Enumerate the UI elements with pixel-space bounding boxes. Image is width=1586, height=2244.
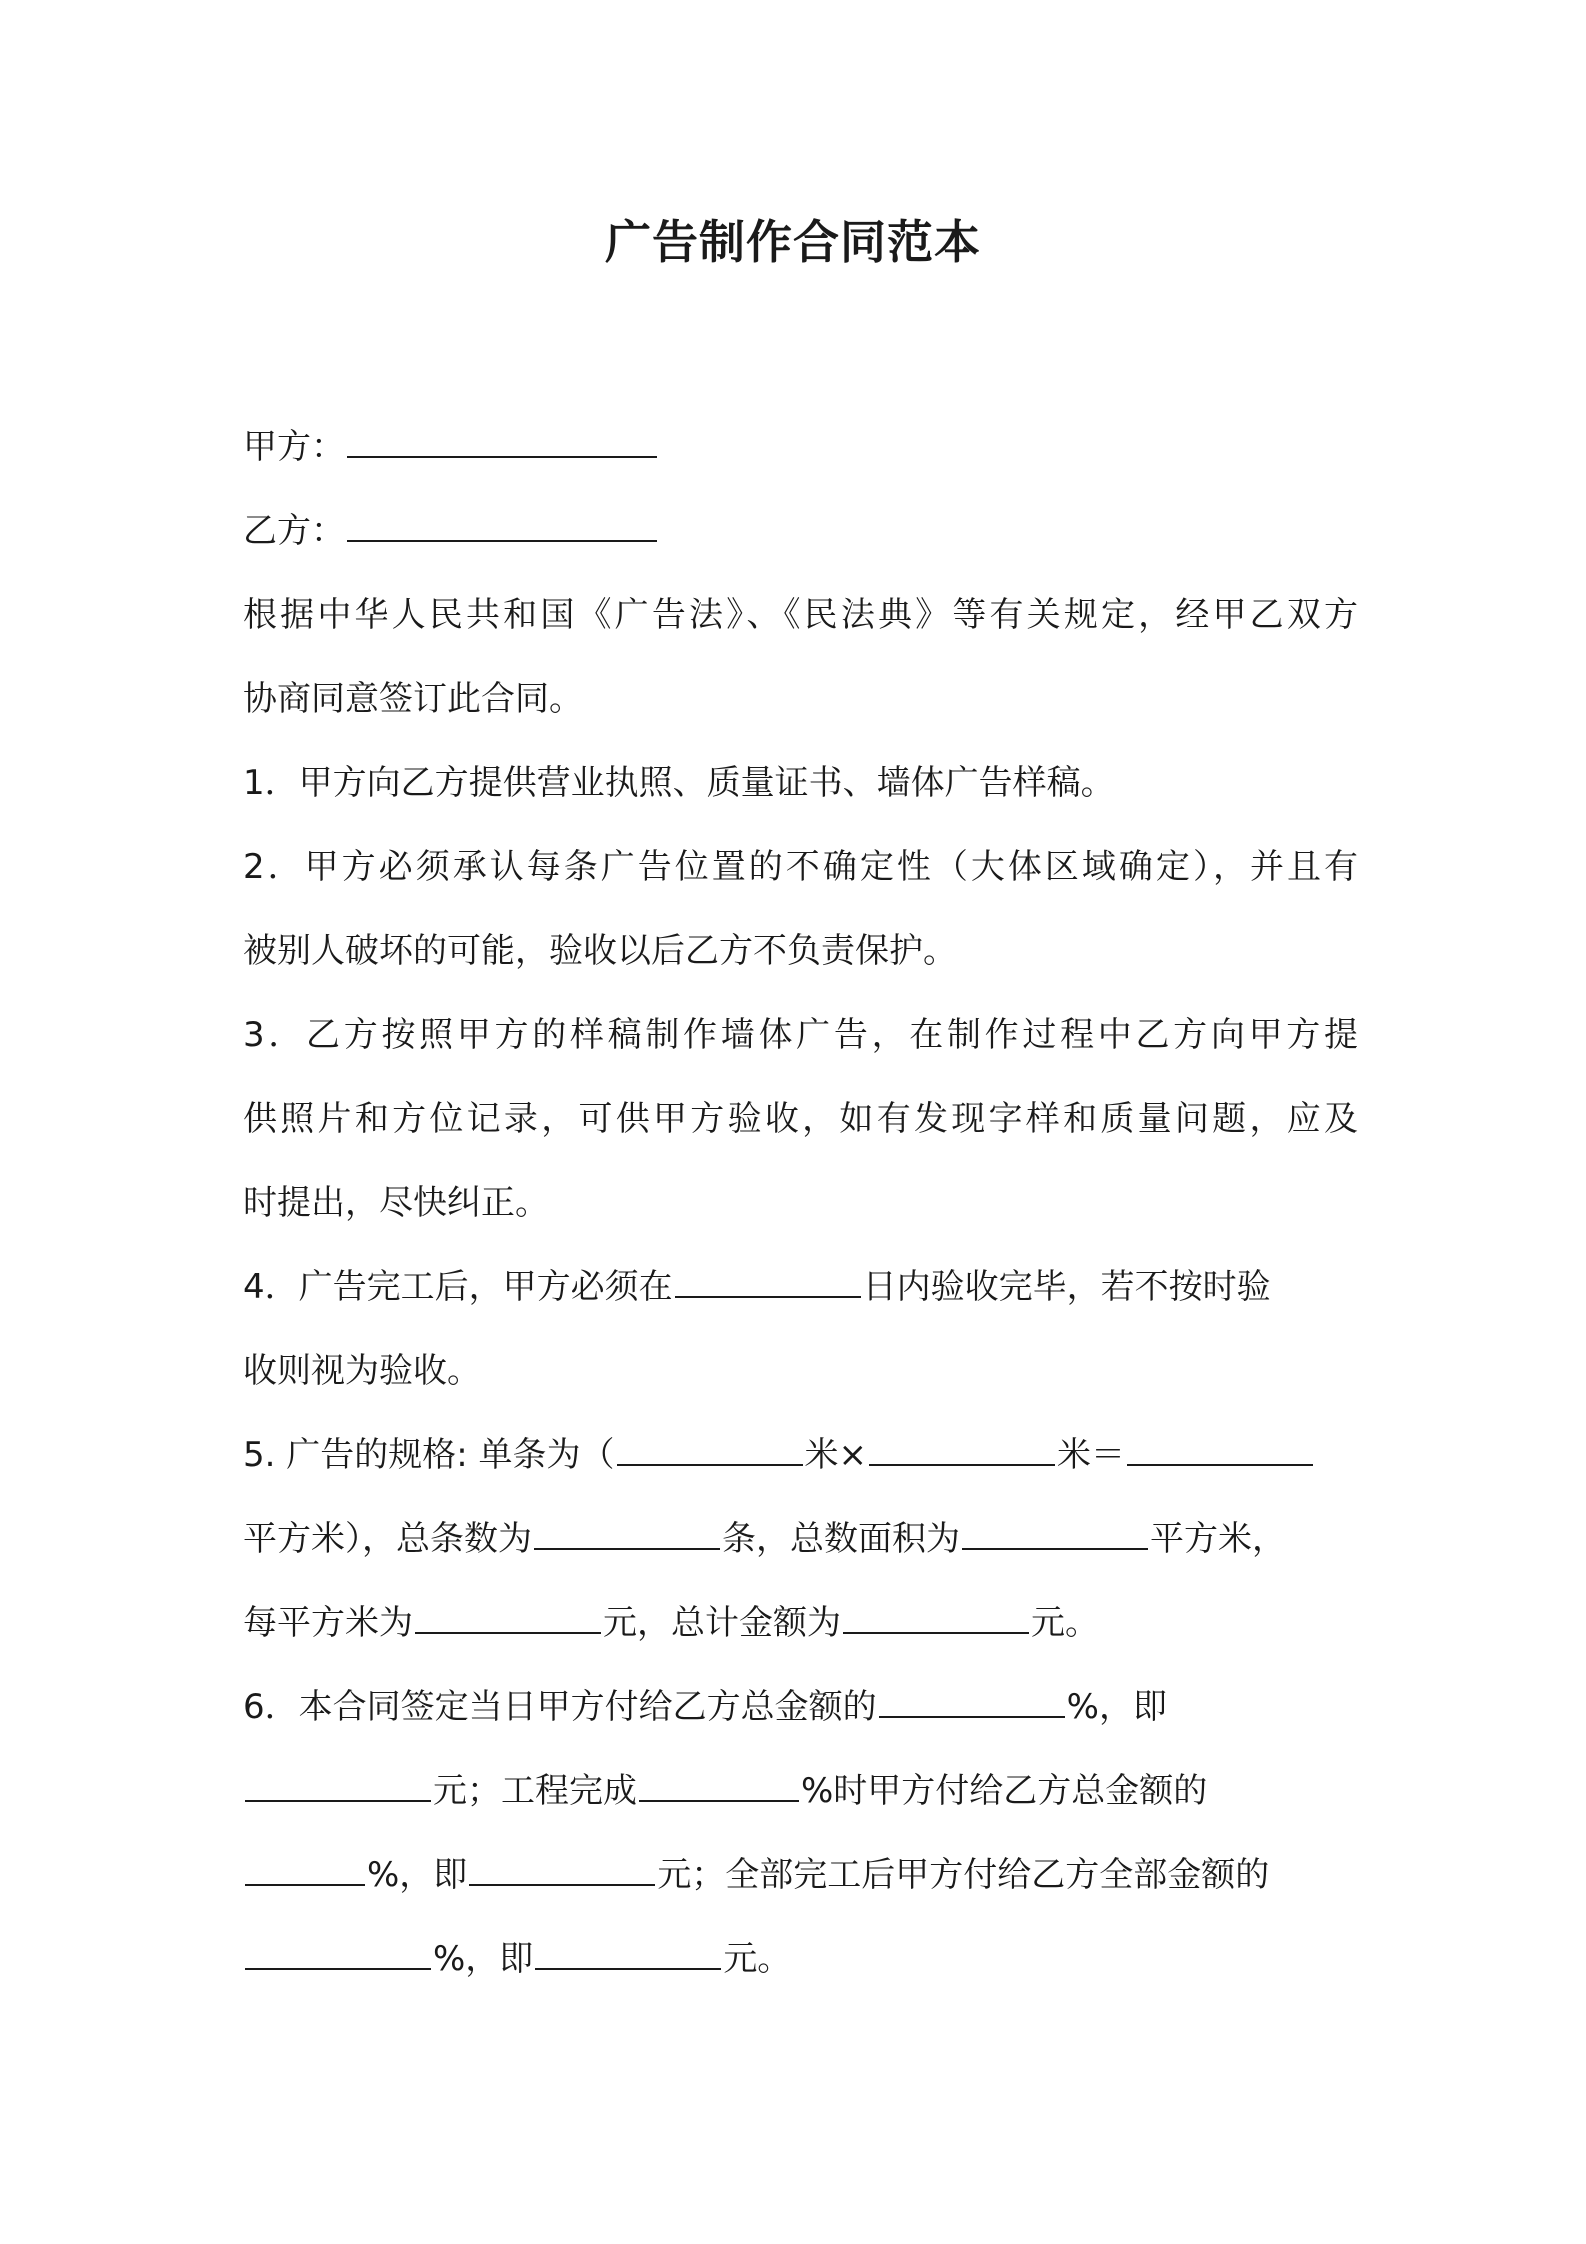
- clause-6-text-f: 元；全部完工后甲方付给乙方全部金额的: [657, 1855, 1270, 1895]
- clause-5-text-i: 元。: [1031, 1603, 1099, 1643]
- clause-5-text-g: 每平方米为: [243, 1603, 413, 1643]
- intro-line-1: 根据中华人民共和国《广告法》、《民法典》等有关规定，经甲乙双方: [243, 595, 1358, 635]
- final-percent-blank: [245, 1938, 431, 1970]
- total-amount-blank: [843, 1602, 1029, 1634]
- clause-2-line-2: 被别人破坏的可能，验收以后乙方不负责保护。: [243, 931, 957, 971]
- clause-6-line-3: [243, 1833, 1358, 1917]
- final-amount-blank: [535, 1938, 721, 1970]
- party-a-line: [243, 405, 1358, 489]
- clause-5-text-e: 条，总数面积为: [722, 1519, 960, 1559]
- clause-6-line-2: [243, 1749, 1358, 1833]
- clause-3-line-1: 3．乙方按照甲方的样稿制作墙体广告，在制作过程中乙方向甲方提: [243, 1015, 1358, 1055]
- clause-6-text-c: 元；工程完成: [433, 1771, 637, 1811]
- clause-5-text-c: 米＝: [1057, 1435, 1126, 1475]
- count-blank: [534, 1518, 720, 1550]
- clause-2-line-1: 2．甲方必须承认每条广告位置的不确定性（大体区域确定），并且有: [243, 847, 1358, 887]
- clause-5-text-a: 5. 广告的规格: 单条为（: [243, 1435, 615, 1475]
- progress-payment-amount-blank: [469, 1854, 655, 1886]
- party-b-label: 乙方：: [243, 511, 345, 551]
- clause-6-text-h: 元。: [723, 1939, 792, 1979]
- clause-4-line-1: [243, 1245, 1358, 1329]
- area-per-item-blank: [1127, 1434, 1313, 1466]
- document-title: 广告制作合同范本: [605, 215, 981, 269]
- progress-payment-percent-blank: [245, 1854, 365, 1886]
- clause-6-text-b: %，即: [1066, 1687, 1167, 1727]
- width-blank: [869, 1434, 1055, 1466]
- party-a-blank: [347, 426, 657, 458]
- clause-1: 1．甲方向乙方提供营业执照、质量证书、墙体广告样稿。: [243, 763, 1115, 803]
- intro-line-2: 协商同意签订此合同。: [243, 679, 583, 719]
- clause-6-text-a: 6．本合同签定当日甲方付给乙方总金额的: [243, 1687, 877, 1727]
- clause-6-text-e: %，即: [367, 1855, 468, 1895]
- clause-5-line-1: [243, 1413, 1358, 1497]
- unit-price-blank: [415, 1602, 601, 1634]
- days-blank: [675, 1266, 861, 1298]
- party-a-label: 甲方：: [243, 427, 345, 467]
- clause-4-line-2: 收则视为验收。: [243, 1351, 481, 1391]
- party-b-line: [243, 489, 1358, 573]
- clause-5-line-2: [243, 1497, 1358, 1581]
- clause-6-text-g: %，即: [433, 1939, 534, 1979]
- clause-4-text-a: 4．广告完工后，甲方必须在: [243, 1267, 673, 1307]
- clause-6-text-d: %时甲方付给乙方总金额的: [801, 1771, 1208, 1811]
- contract-body: [243, 405, 1358, 2001]
- progress-percent-blank: [639, 1770, 799, 1802]
- clause-6-line-4: [243, 1917, 1358, 2001]
- clause-4-text-b: 日内验收完毕，若不按时验: [862, 1267, 1271, 1307]
- total-area-blank: [962, 1518, 1148, 1550]
- clause-5-text-d: 平方米），总条数为: [243, 1519, 532, 1559]
- party-b-blank: [347, 510, 657, 542]
- clause-5-text-b: 米×: [804, 1435, 868, 1475]
- clause-6-line-1: [243, 1665, 1358, 1749]
- clause-5-text-h: 元，总计金额为: [603, 1603, 841, 1643]
- clause-3-line-3: 时提出，尽快纠正。: [243, 1183, 549, 1223]
- deposit-amount-blank: [245, 1770, 431, 1802]
- length-blank: [617, 1434, 803, 1466]
- clause-5-text-f: 平方米，: [1150, 1519, 1286, 1559]
- clause-3-line-2: 供照片和方位记录，可供甲方验收，如有发现字样和质量问题，应及: [243, 1099, 1358, 1139]
- deposit-percent-blank: [879, 1686, 1065, 1718]
- clause-5-line-3: [243, 1581, 1358, 1665]
